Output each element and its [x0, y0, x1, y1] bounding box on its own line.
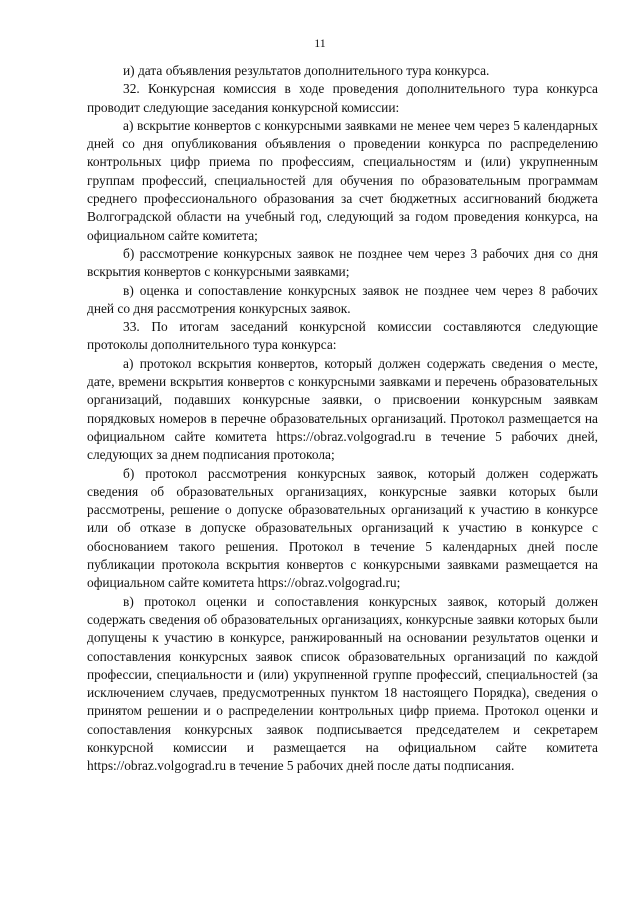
- paragraph-33: 33. По итогам заседаний конкурсной комиссии составляются следующие протоколы дополнительного тура конкурса:: [87, 319, 598, 353]
- paragraph-item-i: и) дата объявления результатов дополнительного тура конкурса.: [123, 63, 490, 78]
- paragraph-32-v: в) оценка и сопоставление конкурсных заявок не позднее чем через 8 рабочих дней со дня рассмотрения конкурсных заявок.: [87, 282, 598, 316]
- paragraph-32-b: б) рассмотрение конкурсных заявок не позднее чем через 3 рабочих дня со дня вскрытия конвертов с конкурсными заявками;: [87, 245, 598, 280]
- paragraph-33-v: в) протокол оценки и сопоставления конкурсных заявок, который должен содержать сведения об образовательных организациях, конкурсные заявки которых были допущены к участию в конкурсе, ранжированный на основании результатов оценки и сопоставления конкурсных заявок список образовательных организаций по каждой профессии, специальности и (или) укрупненной группе профессий, специальностей (за исключением случаев, предусмотренных пунктом 18 настоящего Порядка), сведения о принятом решении и о распределении контрольных цифр приема. Протокол оценки и сопоставления конкурсных заявок подписывается председателем и секретарем конкурсной комиссии и размещается на официальном сайте комитета https://obraz.volgograd.ru в течение 5 рабочих дней после даты подписания.: [87, 593, 598, 774]
- page-number: 11: [314, 36, 326, 50]
- paragraph-32: 32. Конкурсная комиссия в ходе проведения дополнительного тура конкурса проводит следующие заседания конкурсной комиссии:: [87, 81, 598, 115]
- document-body: [87, 62, 598, 776]
- paragraph-33-b: б) протокол рассмотрения конкурсных заявок, который должен содержать сведения об образовательных организациях, конкурсные заявки которых были рассмотрены, решение о допуске образовательных организаций к участию в конкурсе или об отказе в допуске образовательных организаций к участию в конкурсе с обоснованием такого решения. Протокол в течение 5 календарных дней после публикации протокола вскрытия конвертов с конкурсными заявками размещается на официальном сайте комитета https://obraz.volgograd.ru;: [87, 465, 598, 591]
- paragraph-33-a: а) протокол вскрытия конвертов, который должен содержать сведения о месте, дате, времени вскрытия конвертов с конкурсными заявками и перечень образовательных организаций, подавших конкурсные заявки, о присвоении конкурсным заявкам порядковых номеров в перечне образовательных организаций. Протокол размещается на официальном сайте комитета https://obraz.volgograd.ru в течение 5 рабочих дней, следующих за днем подписания протокола;: [87, 355, 598, 463]
- paragraph-32-a: а) вскрытие конвертов с конкурсными заявками не менее чем через 5 календарных дней со дня опубликования объявления о проведении конкурса по распределению контрольных цифр приема по профессиям, специальностям и (или) укрупненным группам профессий, специальностей для обучения по образовательным программам среднего профессионального образования за счет бюджетных ассигнований бюджета Волгоградской области на учебный год, следующий за годом проведения конкурса, на официальном сайте комитета;: [87, 117, 598, 243]
